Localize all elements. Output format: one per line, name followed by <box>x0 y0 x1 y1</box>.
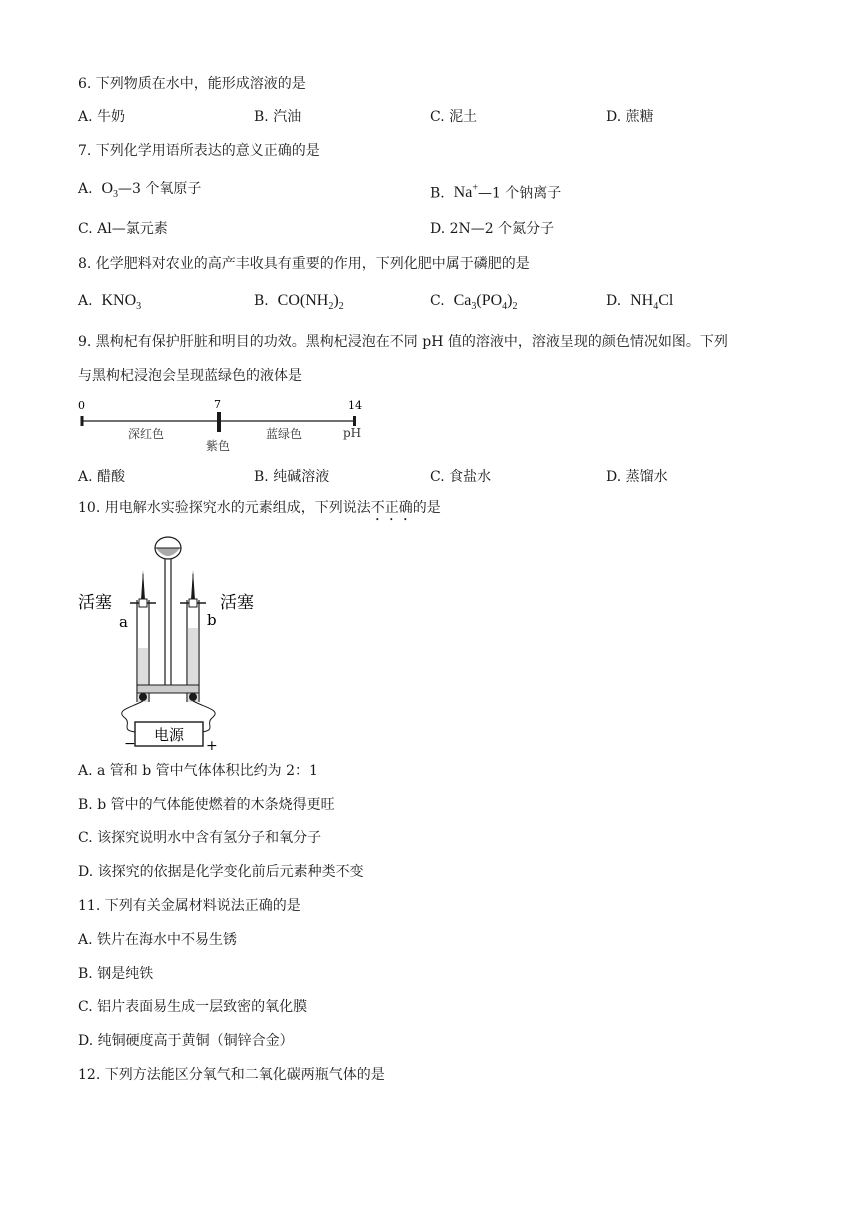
q12-stem: 12. 下列方法能区分氧气和二氧化碳两瓶气体的是 <box>78 1067 385 1083</box>
q8-option-b: B. $CO(NH_2)_2$ <box>254 292 344 313</box>
left-stopcock-label: 活塞 <box>78 593 112 613</box>
q9-option-c: C. 食盐水 <box>430 469 492 485</box>
q6-option-c: C. 泥土 <box>430 109 478 125</box>
ph-tick-14 <box>353 416 356 426</box>
q10-emphasis: 不正确 <box>370 500 413 516</box>
q9-stem-line2: 与黑枸杞浸泡会呈现蓝绿色的液体是 <box>78 368 302 384</box>
electrolysis-apparatus-diagram <box>70 530 270 755</box>
plus-terminal: + <box>206 738 218 754</box>
q9-stem-line1: 9. 黑枸杞有保护肝脏和明目的功效。黑枸杞浸泡在不同 pH 值的溶液中，溶液呈现的颜色情况如图。下列 <box>78 334 728 350</box>
q8-option-a: A. $KNO_3$ <box>78 292 142 313</box>
ph-color-deep-red: 深红色 <box>128 427 165 441</box>
q10-option-b: B. b 管中的气体能使燃着的木条烧得更旺 <box>78 797 335 813</box>
q6-stem: 6. 下列物质在水中，能形成溶液的是 <box>78 76 306 92</box>
ph-label-0: 0 <box>78 399 85 412</box>
right-stopcock-label: 活塞 <box>220 593 254 613</box>
connecting-tube <box>137 685 199 693</box>
q7-option-b: B. Na+—1 个钠离子 <box>430 183 562 202</box>
ph-unit-label: pH <box>343 426 362 440</box>
q6-option-b: B. 汽油 <box>254 109 302 125</box>
q9-option-b: B. 纯碱溶液 <box>254 469 330 485</box>
ph-label-7: 7 <box>214 398 221 411</box>
minus-terminal: − <box>124 736 136 752</box>
q7-stem: 7. 下列化学用语所表达的意义正确的是 <box>78 143 320 159</box>
q10-option-a: A. a 管和 b 管中气体体积比约为 2：1 <box>78 763 318 779</box>
right-nozzle <box>191 570 195 600</box>
ph-color-blue-green: 蓝绿色 <box>266 427 303 441</box>
q7-option-d: D. 2N—2 个氮分子 <box>430 221 555 237</box>
q11-option-d: D. 纯铜硬度高于黄铜（铜锌合金） <box>78 1033 294 1049</box>
q6-option-a: A. 牛奶 <box>78 109 126 125</box>
right-electrode <box>189 693 197 701</box>
q9-option-d: D. 蒸馏水 <box>606 469 668 485</box>
q7-option-a: A. $O_3—3$ 个氧原子 <box>78 180 202 201</box>
q8-stem: 8. 化学肥料对农业的高产丰收具有重要的作用，下列化肥中属于磷肥的是 <box>78 256 530 272</box>
q11-option-a: A. 铁片在海水中不易生锈 <box>78 932 238 948</box>
q11-stem: 11. 下列有关金属材料说法正确的是 <box>78 898 301 914</box>
power-supply-label: 电源 <box>153 726 185 744</box>
left-electrode <box>139 693 147 701</box>
tube-a-label: a <box>119 613 128 631</box>
q6-option-d: D. 蔗糖 <box>606 109 654 125</box>
q7-option-c: C. Al—氯元素 <box>78 221 168 237</box>
q11-option-b: B. 钢是纯铁 <box>78 966 154 982</box>
ph-tick-0 <box>81 416 84 426</box>
q11-option-c: C. 铝片表面易生成一层致密的氧化膜 <box>78 999 308 1015</box>
ph-color-purple: 紫色 <box>206 439 231 453</box>
q10-option-d: D. 该探究的依据是化学变化前后元素种类不变 <box>78 864 364 880</box>
left-nozzle <box>141 570 145 600</box>
ph-label-14: 14 <box>348 399 362 412</box>
q10-option-c: C. 该探究说明水中含有氢分子和氧分子 <box>78 830 322 846</box>
tube-b-label: b <box>207 611 217 629</box>
q8-option-d: D. $NH_4Cl$ <box>606 292 674 313</box>
q9-option-a: A. 醋酸 <box>78 469 126 485</box>
q10-stem: 10. 用电解水实验探究水的元素组成，下列说法不正确的是 <box>78 500 441 516</box>
ph-color-scale <box>70 392 380 458</box>
ph-tick-7 <box>217 412 221 432</box>
q8-option-c: C. $Ca_3(PO_4)_2$ <box>430 292 518 313</box>
